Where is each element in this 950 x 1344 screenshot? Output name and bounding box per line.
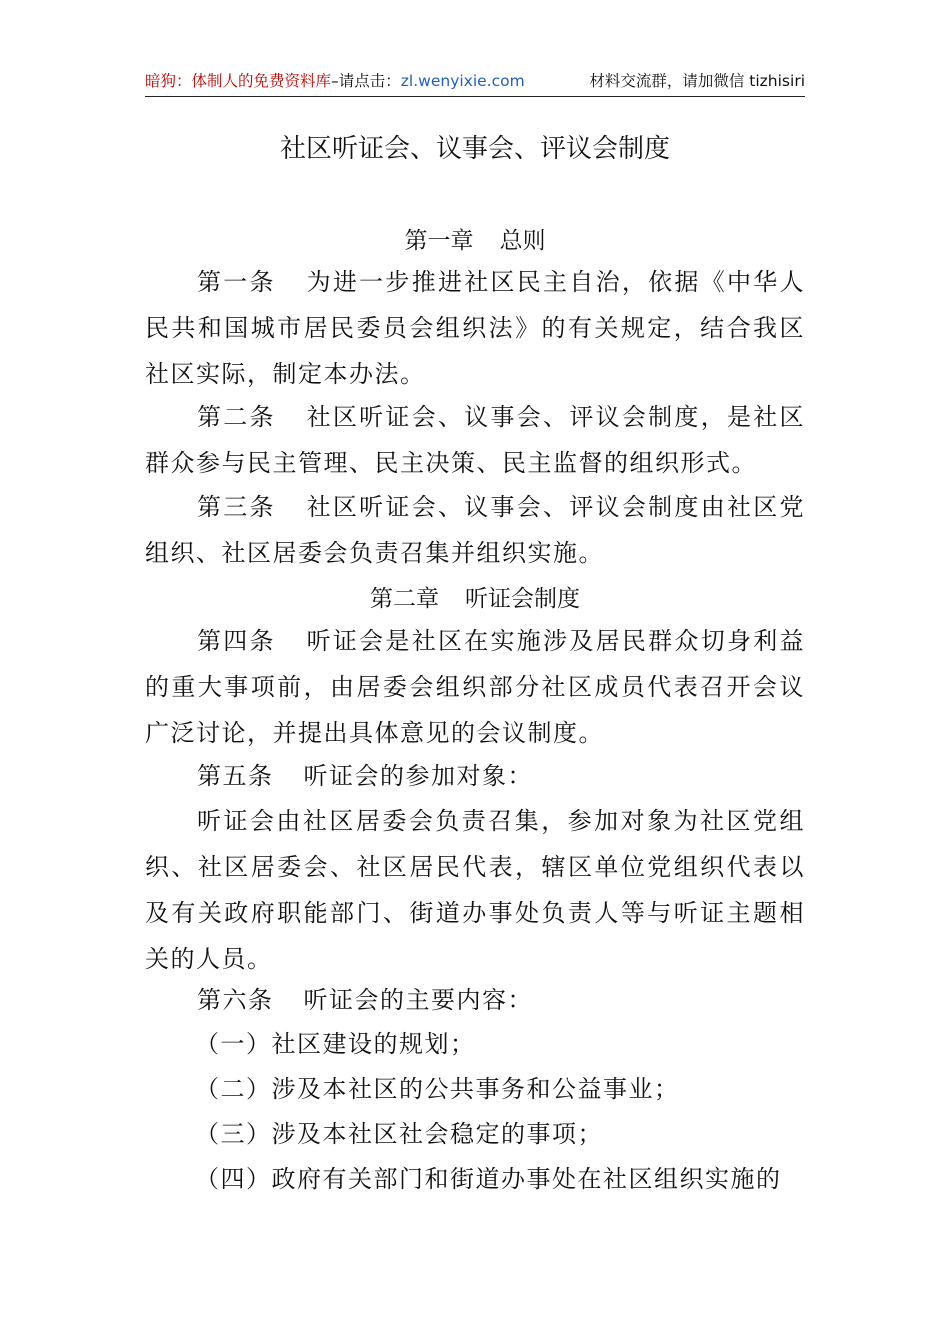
article-6: [145, 977, 805, 1023]
list-item: （三）涉及本社区社会稳定的事项；: [195, 1120, 603, 1148]
chapter-2-heading: [145, 580, 805, 613]
header-wechat-note: 材料交流群，请加微信 tizhisiri: [589, 72, 805, 90]
article-1: [145, 259, 805, 397]
header-url-link[interactable]: zl.wenyixie.com: [400, 72, 525, 90]
document-title: 社区听证会、议事会、评议会制度: [279, 134, 670, 164]
article-3-label: 第三条: [197, 493, 276, 521]
chapter-1-name: 总则: [499, 228, 546, 254]
article-4-text: 听证会是社区在实施涉及居民群众切身利益的重大事项前，由居委会组织部分社区成员代表召开会议广泛讨论，并提出具体意见的会议制度。: [145, 627, 806, 747]
chapter-2-name: 听证会制度: [465, 586, 580, 612]
header-library-name: 暗狗：体制人的免费资料库: [145, 72, 332, 90]
article-4: [145, 618, 805, 756]
chapter-2-number: 第二章: [370, 586, 439, 612]
chapter-1-number: 第一章: [404, 228, 474, 254]
chapter-1-heading: [145, 222, 805, 255]
article-5-body: 听证会由社区居委会负责召集，参加对象为社区党组织、社区居委会、社区居民代表，辖区单位党组织代表以及有关政府职能部门、街道办事处负责人等与听证主题相关的人员。: [145, 807, 805, 973]
article-3-text: 社区听证会、议事会、评议会制度由社区党组织、社区居委会负责召集并组织实施。: [145, 493, 806, 567]
article-6-text: 听证会的主要内容：: [303, 986, 533, 1014]
article-5: [145, 753, 805, 799]
article-4-label: 第四条: [197, 627, 276, 655]
article-5-text: 听证会的参加对象：: [303, 762, 533, 790]
article-2: [145, 394, 805, 486]
article-3: [145, 484, 805, 576]
article-2-text: 社区听证会、议事会、评议会制度，是社区群众参与民主管理、民主决策、民主监督的组织形式。: [145, 403, 806, 477]
list-item: （一）社区建设的规划；: [195, 1030, 476, 1058]
article-5-label: 第五条: [197, 762, 274, 790]
header-click-label: –请点击：: [331, 72, 401, 90]
list-item: （四）政府有关部门和街道办事处在社区组织实施的: [195, 1165, 782, 1193]
list-item: （二）涉及本社区的公共事务和公益事业；: [195, 1075, 680, 1103]
page-header: [145, 66, 805, 97]
article-2-label: 第二条: [197, 403, 276, 431]
article-1-text: 为进一步推进社区民主自治，依据《中华人民共和国城市居民委员会组织法》的有关规定，结合我区社区实际，制定本办法。: [145, 268, 806, 388]
article-1-label: 第一条: [197, 268, 276, 296]
article-6-label: 第六条: [197, 986, 274, 1014]
